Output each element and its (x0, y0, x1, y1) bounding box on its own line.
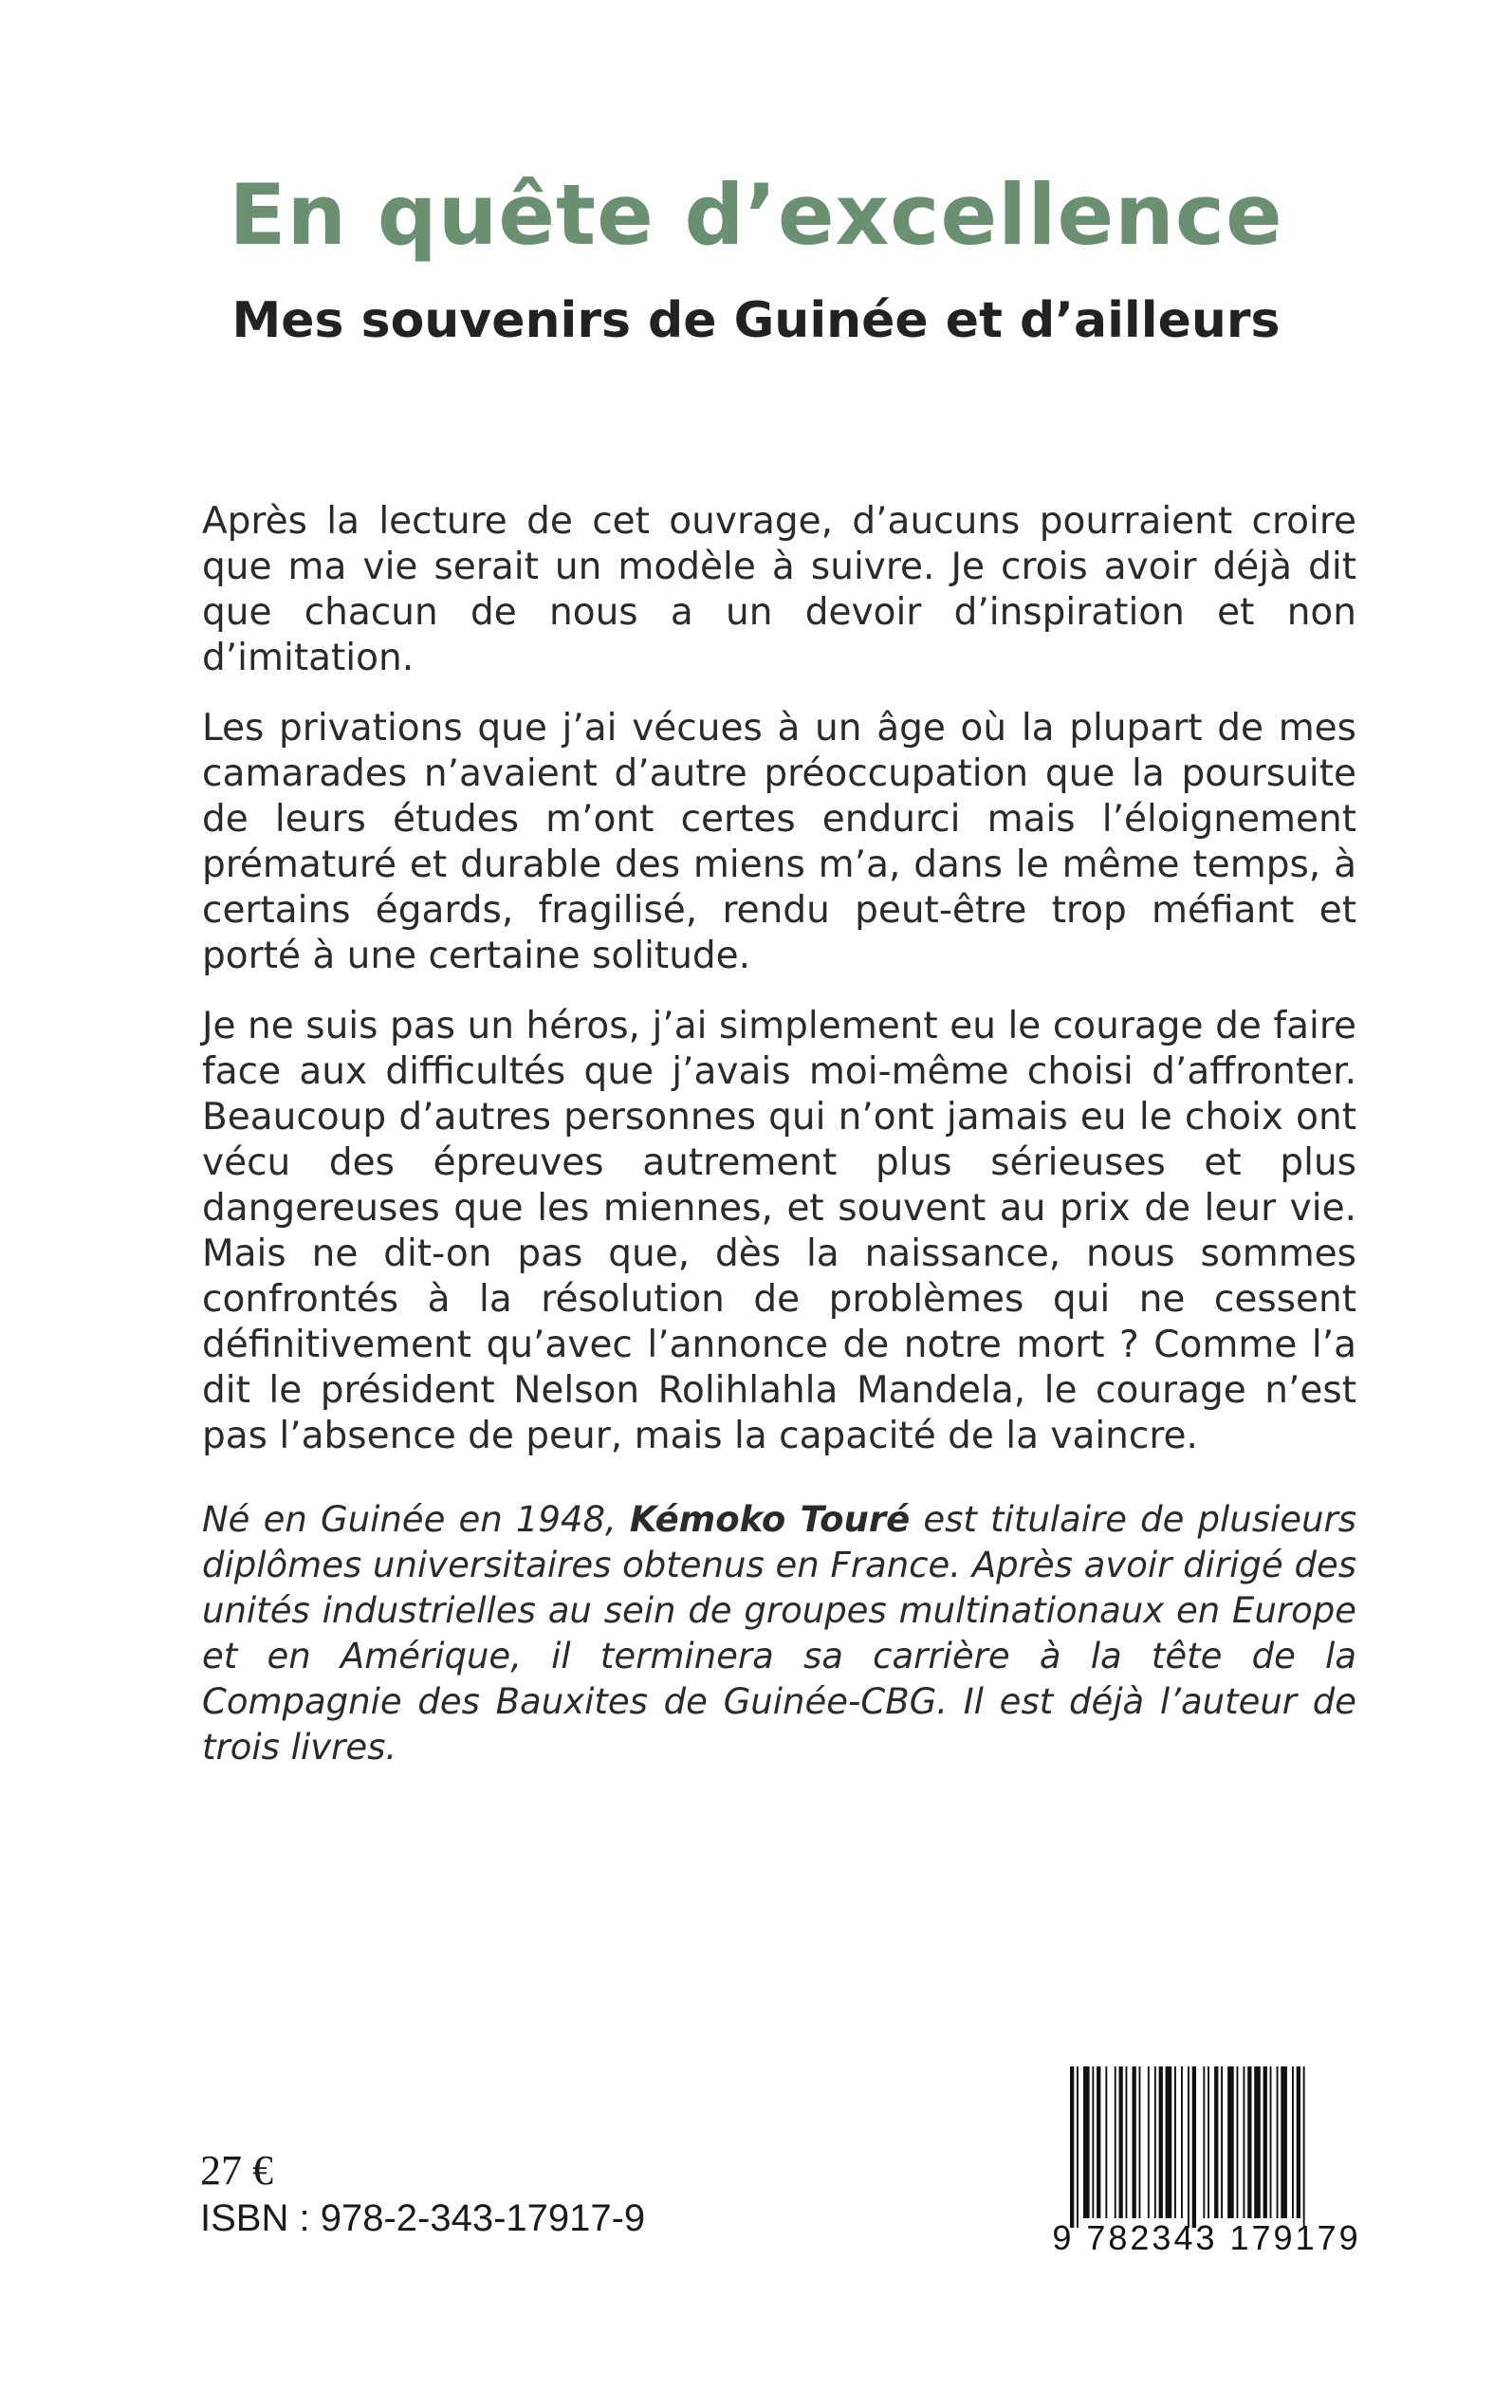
barcode-digits: 9 782343 179179 (1052, 2218, 1361, 2257)
barcode-bar (1244, 2066, 1245, 2218)
barcode-bar (1237, 2066, 1239, 2218)
author-bio-intro: Né en Guinée en 1948, (202, 1499, 630, 1540)
barcode-bar (1214, 2066, 1218, 2218)
barcode-bar (1227, 2066, 1234, 2218)
summary-paragraph: Je ne suis pas un héros, j’ai simplement eu le courage de faire face aux difficultés que j’avais moi-même choisi d’affronter. Beaucoup d’autres personnes qui n’ont jamais eu le choix ont vécu des épreuves autrement plus sérieuses et plus dangereuses que les miennes, et souvent au prix de leur vie. Mais ne dit-on pas que, dès la naissance, nous sommes confrontés à la résolution de problèmes qui ne cessent définitivement qu’avec l’annonce de notre mort ? Comme l’a dit le président Nelson Rolihlahla Mandela, le courage n’est pas l’absence de peur, mais la capacité de la vaincre. (202, 1005, 1356, 1457)
summary-paragraph: Les privations que j’ai vécues à un âge où la plupart de mes camarades n’avaient d’autre préoccupation que la poursuite de leurs études m’ont certes endurci mais l’éloignement prématuré et durable des miens m’a, dans le même temps, à certains égards, fragilisé, rendu peut-être trop méfiant et porté à une certaine solitude. (202, 707, 1356, 977)
barcode-bars (1064, 2066, 1358, 2228)
barcode-bar (1221, 2066, 1223, 2218)
barcode-bar (1247, 2066, 1251, 2218)
barcode-bar (1115, 2066, 1116, 2218)
author-bio-rest: est titulaire de plusieurs diplômes universitaires obtenus en France. Après avoir dirigé des unités industrielles au sein de groupes multinationaux en Europe et en Amérique, il terminera sa carrière à la tête de la Compagnie des Bauxites de Guinée-CBG. Il est déjà l’auteur de trois livres. (202, 1499, 1357, 1768)
barcode-bar (1083, 2066, 1090, 2218)
barcode-bar (1263, 2066, 1267, 2218)
barcode-bar (1188, 2066, 1189, 2228)
summary-paragraph: Après la lecture de cet ouvrage, d’aucuns pourraient croire que ma vie serait un modèle à suivre. Je crois avoir déjà dit que chacun de nous a un devoir d’inspiration et non d’imitation. (202, 500, 1356, 679)
barcode-bar (1203, 2066, 1205, 2218)
barcode (1064, 2066, 1358, 2228)
barcode-bar (1181, 2066, 1183, 2218)
barcode-bar (1277, 2066, 1279, 2218)
book-subtitle: Mes souvenirs de Guinée et d’ailleurs (231, 292, 1281, 349)
barcode-bar (1119, 2066, 1123, 2218)
barcode-bar (1297, 2066, 1300, 2218)
barcode-bar (1208, 2066, 1209, 2218)
barcode-bar (1166, 2066, 1172, 2218)
price: 27 € (200, 2147, 273, 2194)
isbn: ISBN : 978-2-343-17917-9 (200, 2197, 646, 2239)
barcode-bar (1097, 2066, 1100, 2218)
barcode-bar (1303, 2066, 1305, 2228)
barcode-bar (1292, 2066, 1294, 2218)
book-title: En quête d’excellence (229, 166, 1283, 264)
barcode-bar (1077, 2066, 1079, 2228)
barcode-bar (1148, 2066, 1150, 2218)
barcode-bar (1281, 2066, 1287, 2218)
author-bio (202, 1497, 1356, 1770)
barcode-bar (1139, 2066, 1141, 2218)
author-name: Kémoko Touré (629, 1499, 911, 1540)
summary-text (202, 499, 1356, 1484)
barcode-bar (1254, 2066, 1261, 2218)
barcode-bar (1159, 2066, 1163, 2218)
barcode-bar (1270, 2066, 1272, 2218)
barcode-bar (1105, 2066, 1107, 2218)
barcode-bar (1070, 2066, 1074, 2228)
barcode-bar (1192, 2066, 1196, 2228)
barcode-bar (1092, 2066, 1094, 2218)
barcode-bar (1174, 2066, 1176, 2218)
barcode-bar (1126, 2066, 1128, 2218)
barcode-bar (1154, 2066, 1156, 2218)
barcode-bar (1133, 2066, 1136, 2218)
